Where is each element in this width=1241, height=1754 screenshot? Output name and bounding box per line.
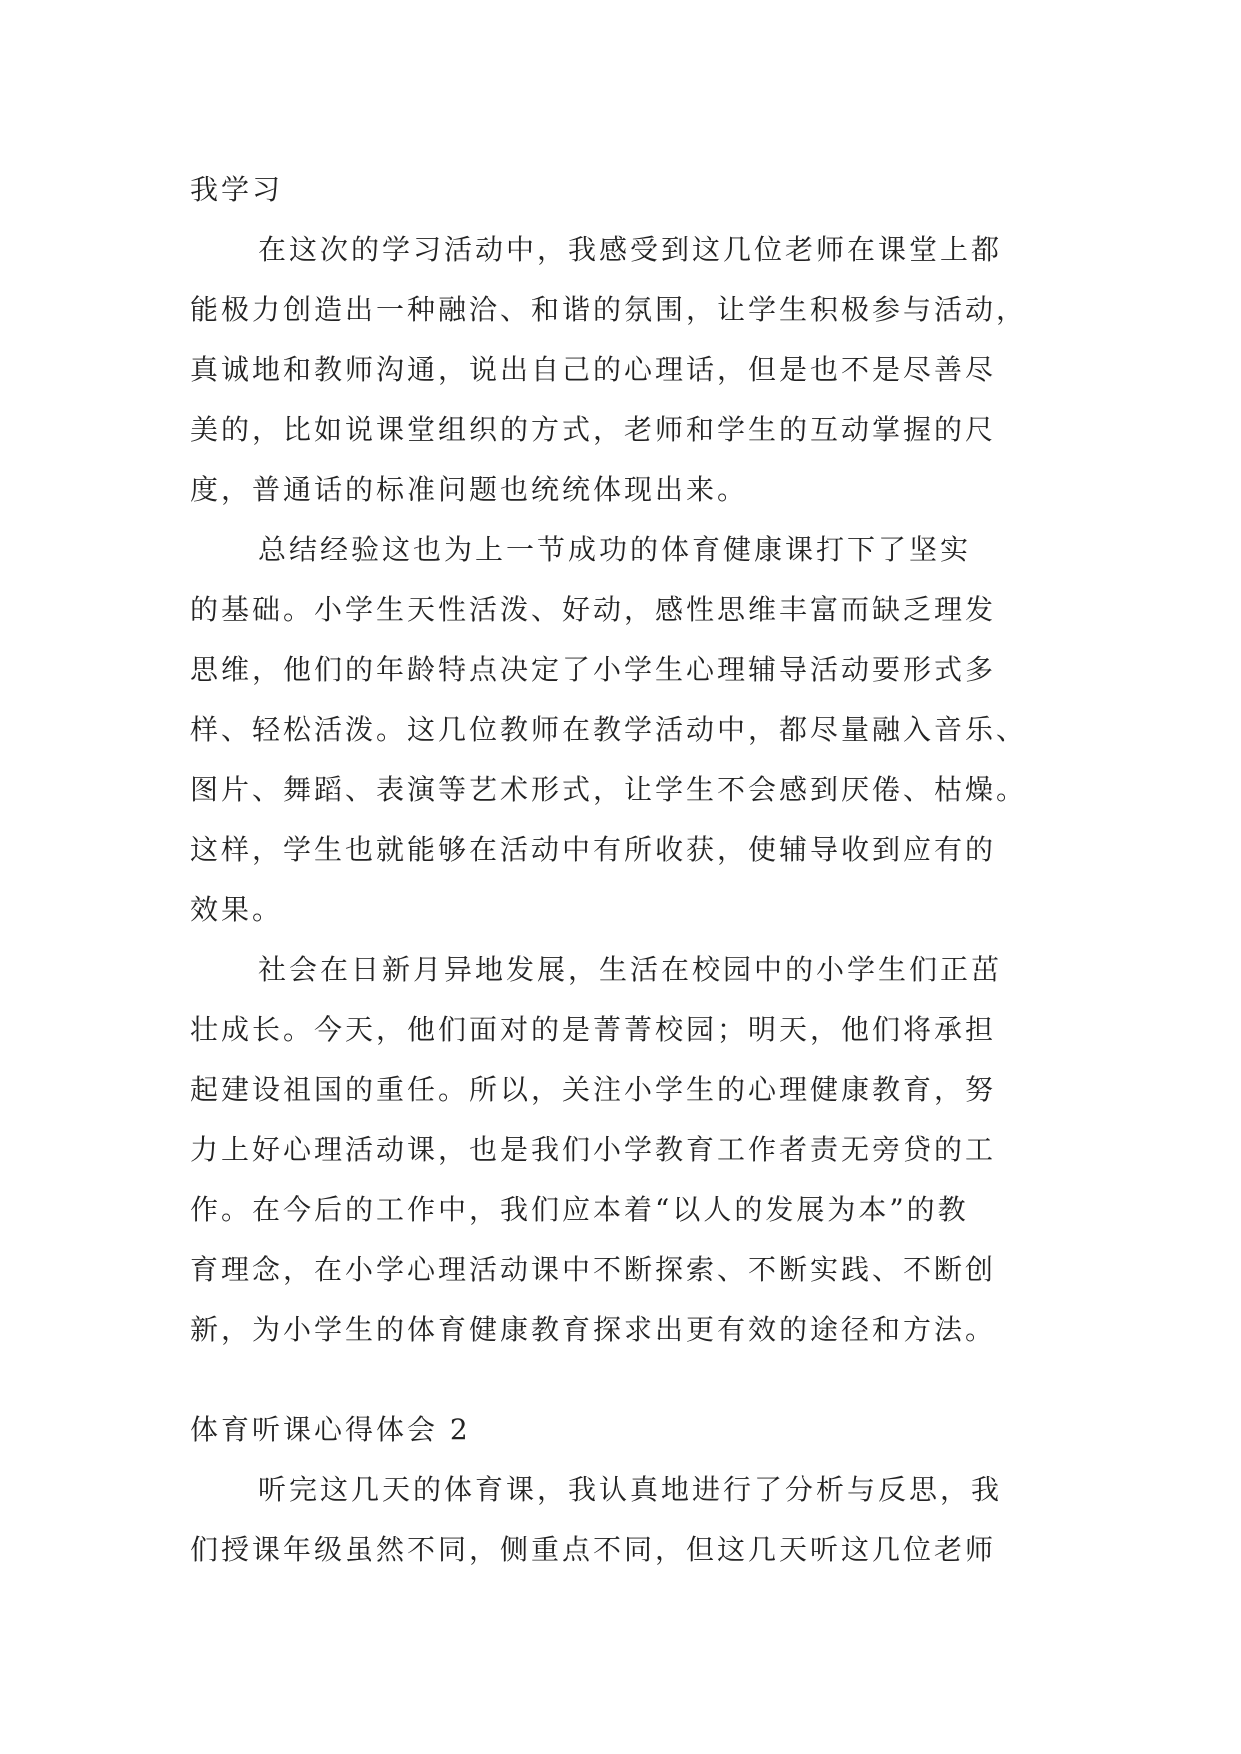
section-heading: 体育听课心得体会 2 [190, 1413, 471, 1446]
text-line: 真诚地和教师沟通，说出自己的心理话，但是也不是尽善尽 [190, 353, 997, 386]
text-line: 听完这几天的体育课，我认真地进行了分析与反思，我 [258, 1473, 1003, 1506]
text-line: 思维，他们的年龄特点决定了小学生心理辅导活动要形式多 [190, 653, 997, 686]
text-line: 起建设祖国的重任。所以，关注小学生的心理健康教育，努 [190, 1073, 997, 1106]
document-page [190, 160, 1060, 1580]
text-line: 总结经验这也为上一节成功的体育健康课打下了坚实 [258, 533, 972, 566]
text-line: 作。在今后的工作中，我们应本着“以人的发展为本”的教 [190, 1193, 969, 1226]
text-line: 壮成长。今天，他们面对的是菁菁校园；明天，他们将承担 [190, 1013, 997, 1046]
text-line: 效果。 [190, 893, 284, 926]
text-line: 在这次的学习活动中，我感受到这几位老师在课堂上都 [258, 233, 1003, 266]
paragraph [190, 940, 1060, 1360]
text-line: 图片、舞蹈、表演等艺术形式，让学生不会感到厌倦、枯燥。 [190, 773, 1028, 806]
paragraph [190, 1460, 1060, 1580]
text-line: 新，为小学生的体育健康教育探求出更有效的途径和方法。 [190, 1313, 997, 1346]
text-line: 能极力创造出一种融洽、和谐的氛围，让学生积极参与活动， [190, 293, 1028, 326]
text-line: 样、轻松活泼。这几位教师在教学活动中，都尽量融入音乐、 [190, 713, 1028, 746]
text-line: 们授课年级虽然不同，侧重点不同，但这几天听这几位老师 [190, 1533, 997, 1566]
section-heading: 我学习 [190, 173, 284, 206]
text-line: 育理念，在小学心理活动课中不断探索、不断实践、不断创 [190, 1253, 997, 1286]
text-line: 社会在日新月异地发展，生活在校园中的小学生们正茁 [258, 953, 1003, 986]
text-line: 美的，比如说课堂组织的方式，老师和学生的互动掌握的尺 [190, 413, 997, 446]
text-line: 力上好心理活动课，也是我们小学教育工作者责无旁贷的工 [190, 1133, 997, 1166]
text-line: 这样，学生也就能够在活动中有所收获，使辅导收到应有的 [190, 833, 997, 866]
text-line: 度，普通话的标准问题也统统体现出来。 [190, 473, 749, 506]
text-line: 的基础。小学生天性活泼、好动，感性思维丰富而缺乏理发 [190, 593, 997, 626]
paragraph [190, 220, 1060, 520]
paragraph [190, 520, 1060, 940]
